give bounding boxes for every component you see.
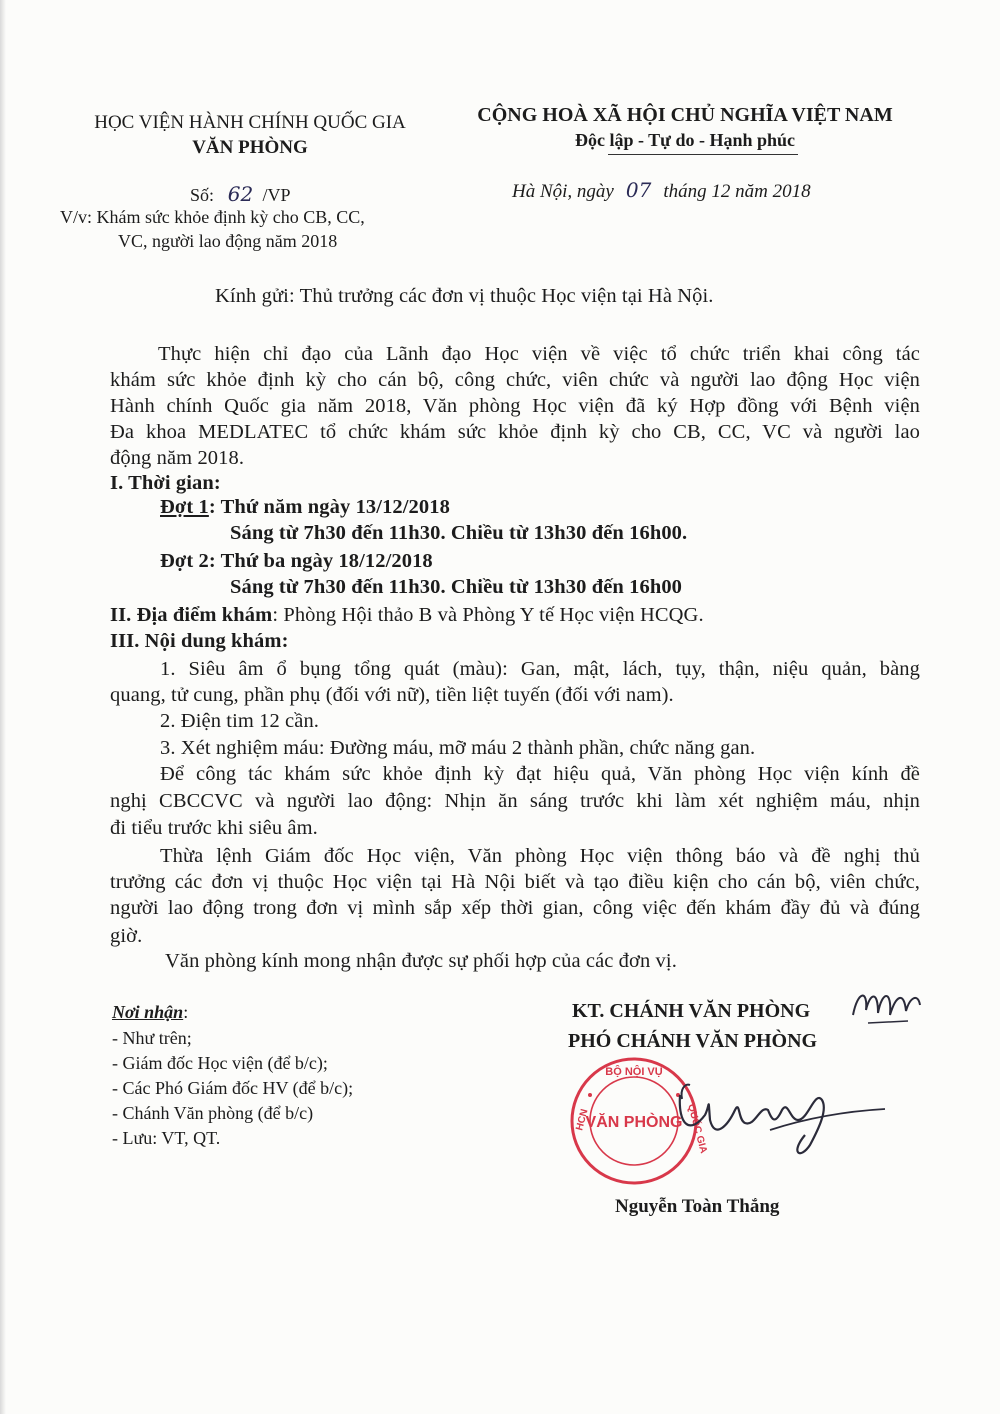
recipients-title-colon: :	[183, 1002, 189, 1022]
doc-number-suffix: /VP	[262, 185, 291, 205]
scan-edge	[0, 0, 6, 1414]
batch1-rest: : Thứ năm ngày 13/12/2018	[208, 496, 450, 518]
para1-line-2: nghị CBCCVC và người lao động: Nhịn ăn sáng trước khi làm xét nghiệm máu, nhịn	[110, 790, 920, 812]
para1-line-1: Để công tác khám sức khỏe định kỳ đạt hiệu quả, Văn phòng Học viện kính đề	[160, 763, 920, 785]
date-suffix: tháng 12 năm 2018	[663, 181, 811, 202]
signer-name: Nguyễn Toàn Thắng	[615, 1196, 780, 1217]
signature-title-1: KT. CHÁNH VĂN PHÒNG	[572, 1000, 811, 1022]
intro-line-5: động năm 2018.	[110, 447, 245, 469]
date-day: 07	[625, 178, 652, 202]
batch1-label: Đợt 1	[160, 496, 209, 518]
stamp-top-text: BỘ NỘI VỤ	[605, 1066, 663, 1078]
recipients-title-label: Nơi nhận	[112, 1002, 184, 1022]
batch2: Đợt 2: Thứ ba ngày 18/12/2018	[160, 550, 433, 572]
section2	[110, 604, 704, 627]
recipient-item: - Giám đốc Học viện (để b/c);	[112, 1053, 328, 1073]
motto-underline	[608, 154, 798, 155]
section2-text: : Phòng Hội thảo B và Phòng Y tế Học viện HCQG.	[272, 604, 704, 626]
intro-line-1: Thực hiện chỉ đạo của Lãnh đạo Học viện về việc tổ chức triển khai công tác	[158, 343, 920, 365]
doc-number	[190, 182, 291, 206]
para2-line-3: người lao động trong đơn vị mình sắp xếp thời gian, công việc đến khám đầy đủ và đúng	[110, 897, 920, 919]
section1-title: I. Thời gian:	[110, 472, 221, 494]
para2-line-2: trưởng các đơn vị thuộc Học viện tại Hà Nội biết và tạo điều kiện cho cán bộ, viên chức,	[110, 871, 920, 893]
recipient-item: - Các Phó Giám đốc HV (để b/c);	[112, 1078, 354, 1098]
initials-scribble	[848, 985, 928, 1030]
section3-title: III. Nội dung khám:	[110, 630, 289, 652]
batch1-time: Sáng từ 7h30 đến 11h30. Chiều từ 13h30 đến 16h00.	[230, 522, 688, 544]
motto: Độc lập - Tự do - Hạnh phúc	[574, 130, 796, 150]
intro-line-3: Hành chính Quốc gia năm 2018, Văn phòng Học viện đã ký Hợp đồng với Bệnh viện	[110, 395, 920, 417]
intro-line-2: khám sức khỏe định kỳ cho cán bộ, công chức, viên chức và người lao động Học viện	[110, 369, 920, 391]
item1-line-2: quang, tử cung, phần phụ (đối với nữ), tiền liệt tuyến (đối với nam).	[110, 684, 674, 706]
stamp-center-text: VĂN PHÒNG	[585, 1114, 683, 1131]
stamp-left-text: HCN	[574, 1107, 591, 1132]
item1-line-1: 1. Siêu âm ổ bụng tổng quát (màu): Gan, mật, lách, tụy, thận, niệu quản, bàng	[160, 658, 920, 680]
recipients-title	[112, 1002, 188, 1023]
subject-line-1: V/v: Khám sức khỏe định kỳ cho CB, CC,	[60, 207, 365, 227]
recipient-item: - Như trên;	[112, 1028, 192, 1048]
item2: 2. Điện tim 12 cần.	[160, 710, 320, 732]
doc-number-value: 62	[227, 182, 254, 206]
recipient-item: - Chánh Văn phòng (để b/c)	[112, 1103, 314, 1123]
doc-number-prefix: Số:	[190, 185, 215, 205]
doc-date	[512, 178, 811, 203]
office-name: VĂN PHÒNG	[192, 137, 308, 158]
country-name: CỘNG HOÀ XÃ HỘI CHỦ NGHĨA VIỆT NAM	[477, 104, 893, 126]
closing: Văn phòng kính mong nhận được sự phối hợp của các đơn vị.	[165, 950, 677, 972]
recipient-item: - Lưu: VT, QT.	[112, 1128, 221, 1148]
org-name: HỌC VIỆN HÀNH CHÍNH QUỐC GIA	[94, 112, 406, 133]
para2-line-4: giờ.	[110, 925, 143, 947]
para2-line-1: Thừa lệnh Giám đốc Học viện, Văn phòng Học viện thông báo và đề nghị thủ	[160, 845, 920, 867]
section2-title: II. Địa điểm khám	[110, 604, 273, 626]
para1-line-3: đi tiểu trước khi siêu âm.	[110, 817, 318, 839]
batch2-time: Sáng từ 7h30 đến 11h30. Chiều từ 13h30 đến 16h00	[230, 576, 683, 598]
batch1	[160, 496, 450, 519]
stamp-right-text: QUỐC GIA	[685, 1102, 709, 1155]
recipient: Kính gửi: Thủ trưởng các đơn vị thuộc Học viện tại Hà Nội.	[215, 285, 714, 307]
date-prefix: Hà Nội, ngày	[512, 181, 614, 202]
subject-line-2: VC, người lao động năm 2018	[118, 231, 338, 251]
handwritten-signature	[650, 1065, 910, 1160]
item3: 3. Xét nghiệm máu: Đường máu, mỡ máu 2 thành phần, chức năng gan.	[160, 737, 756, 759]
intro-line-4: Đa khoa MEDLATEC tổ chức khám sức khỏe định kỳ cho CB, CC, VC và người lao	[110, 421, 920, 443]
signature-title-2: PHÓ CHÁNH VĂN PHÒNG	[568, 1030, 818, 1052]
